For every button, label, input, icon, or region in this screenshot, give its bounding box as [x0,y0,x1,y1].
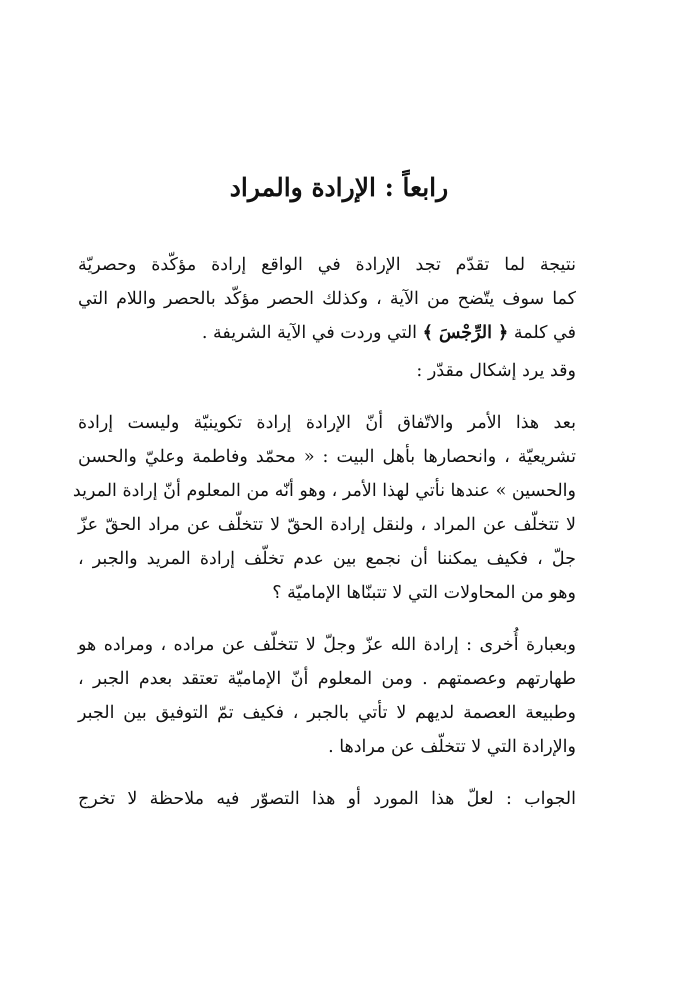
text-line: نتيجة لما تقدّم تجد الإرادة في الواقع إرادة مؤكّدة وحصريّة [78,255,576,275]
text-line: وقد يرد إشكال مقدّر : [416,361,576,381]
paragraph-1 [78,248,598,350]
text-line: الجواب : لعلّ هذا المورد أو هذا التصوّر فيه ملاحظة لا تخرج [78,789,576,809]
text-line: كما سوف يتّضح من الآية ، وكذلك الحصر مؤكّد بالحصر واللام التي [78,289,576,309]
paragraph-4 [78,628,598,764]
section-heading: رابعاً : الإرادة والمراد [229,173,449,202]
text-line: طهارتهم وعصمتهم . ومن المعلوم أنّ الإماميّة تعتقد بعدم الجبر ، [78,669,576,689]
text-line: وهو من المحاولات التي لا تتبنّاها الإماميّة ؟ [272,583,576,603]
text-segment: التي وردت في الآية الشريفة . [201,323,423,343]
body-text [72,248,598,816]
text-line: وبعبارة أُخرى : إرادة الله عزّ وجلّ لا تتخلّف عن مراده ، ومراده هو [78,635,576,655]
text-line: والحسين » عندها نأتي لهذا الأمر ، وهو أنّه من المعلوم أنّ إرادة المريد [72,481,576,501]
text-line [78,316,576,350]
text-line: بعد هذا الأمر والاتّفاق أنّ الإرادة إرادة تكوينيّة وليست إرادة [78,413,576,433]
paragraph-3 [72,406,598,610]
text-line: وطبيعة العصمة لديهم لا تأتي بالجبر ، فكيف تمّ التوفيق بين الجبر [78,703,576,723]
text-segment: في كلمة [508,323,576,343]
paragraph-5 [78,782,598,816]
quranic-keyword: ﴿ الرِّجْسَ ﴾ [422,323,509,343]
paragraph-2 [78,354,598,388]
text-line: لا تتخلّف عن المراد ، ولنقل إرادة الحقّ لا تتخلّف عن مراد الحقّ عزّ [78,515,576,535]
text-line: والإرادة التي لا تتخلّف عن مرادها . [328,737,576,757]
text-line: تشريعيّة ، وانحصارها بأهل البيت : « محمّد وفاطمة وعليّ والحسن [78,447,576,467]
text-line: جلّ ، فكيف يمكننا أن نجمع بين عدم تخلّف إرادة المريد والجبر ، [78,549,576,569]
